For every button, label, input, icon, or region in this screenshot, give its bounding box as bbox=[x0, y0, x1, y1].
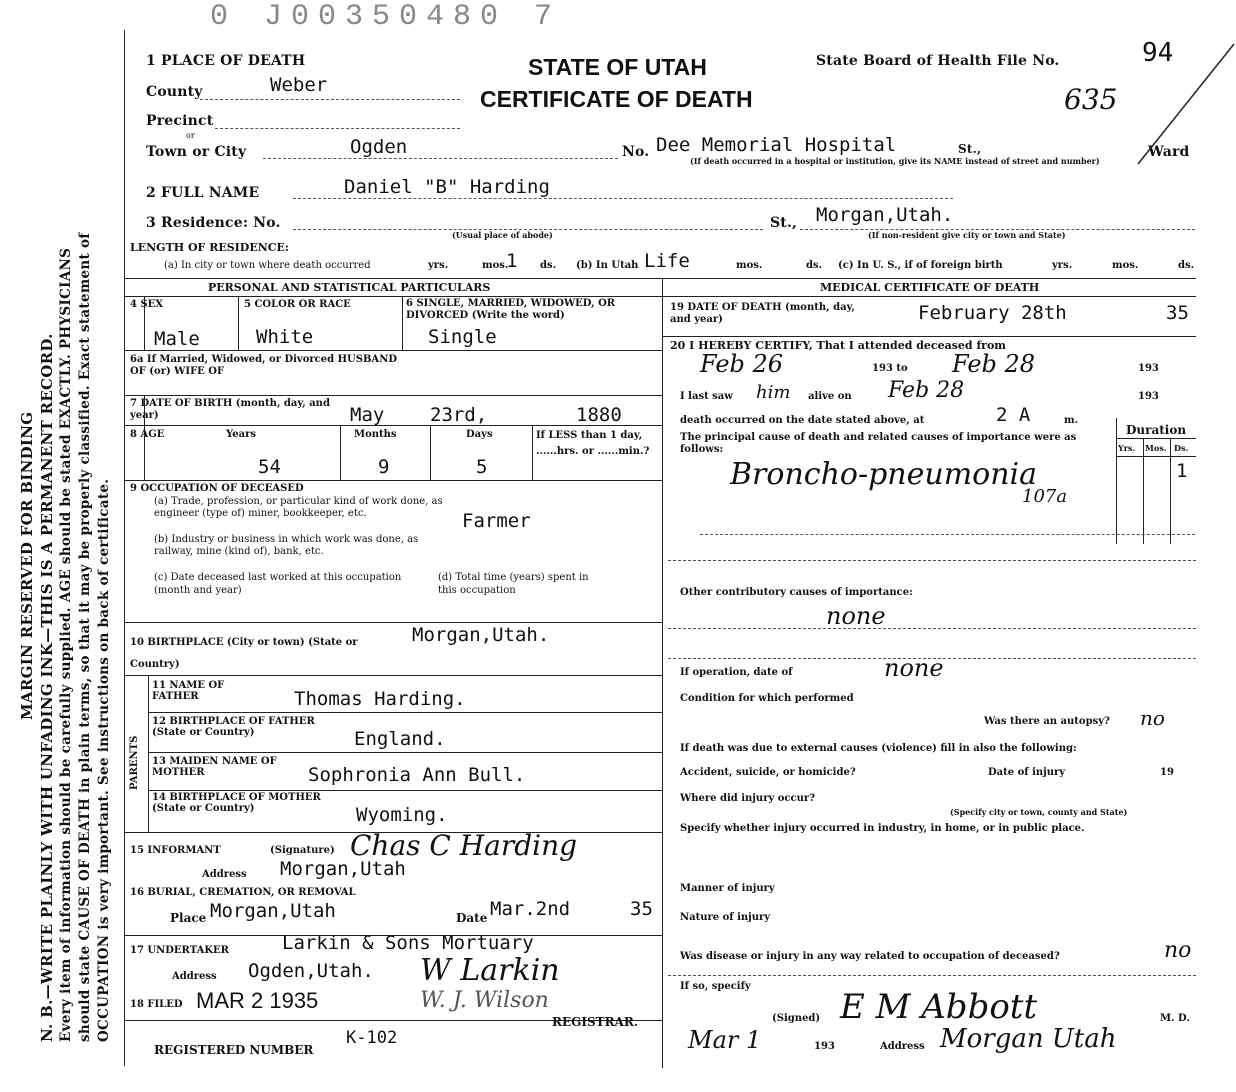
mother-name-label: 13 MAIDEN NAME OF MOTHER bbox=[152, 756, 277, 778]
age-label: 8 AGE bbox=[130, 429, 165, 440]
years-label: Years bbox=[226, 429, 257, 440]
mother-birthplace-value: Wyoming. bbox=[356, 804, 448, 826]
death-year: 35 bbox=[1166, 302, 1189, 324]
ward-label: Ward bbox=[1148, 144, 1190, 160]
row-rule bbox=[148, 790, 662, 791]
cell-rule bbox=[532, 425, 533, 480]
operation-value: none bbox=[884, 654, 944, 682]
last-saw-label: I last saw bbox=[680, 391, 733, 402]
father-name-label: 11 NAME OF FATHER bbox=[152, 680, 225, 702]
father-name-value: Thomas Harding. bbox=[294, 688, 466, 710]
length-us-ds-label: ds. bbox=[1178, 260, 1195, 271]
full-name-value: Daniel "B" Harding bbox=[344, 176, 550, 198]
parents-label: PARENTS bbox=[129, 735, 140, 790]
autopsy-label: Was there an autopsy? bbox=[984, 716, 1110, 727]
sex-label: 4 SEX bbox=[130, 299, 164, 310]
row-rule bbox=[148, 712, 662, 713]
registered-number: K-102 bbox=[346, 1028, 398, 1048]
occupation-related-value: no bbox=[1164, 938, 1192, 963]
signed-date: Mar 1 bbox=[688, 1026, 762, 1054]
fill-line bbox=[668, 628, 1196, 629]
death-occurred-label: death occurred on the date stated above, at bbox=[680, 415, 925, 426]
margin-binding-note: MARGIN RESERVED FOR BINDING bbox=[18, 411, 36, 720]
injury-setting-label: Specify whether injury occurred in industry, in home, or in public place. bbox=[680, 823, 1085, 834]
signed-label: (Signed) bbox=[772, 1013, 821, 1024]
undertaker-address: Ogden,Utah. bbox=[248, 960, 374, 982]
town-value: Ogden bbox=[350, 136, 408, 158]
registered-number-label: REGISTERED NUMBER bbox=[154, 1043, 314, 1057]
occupation-d-label: (d) Total time (years) spent in this occupation bbox=[438, 572, 589, 596]
row-rule bbox=[1116, 456, 1196, 457]
row-rule bbox=[1116, 438, 1196, 439]
autopsy-value: no bbox=[1140, 706, 1165, 730]
cell-rule bbox=[430, 425, 431, 480]
attended-to: Feb 28 bbox=[952, 350, 1036, 378]
margin-instruction-1: Every item of information should be carefully supplied. AGE should be stated EXACTLY. PHYSICIANS bbox=[58, 247, 74, 1042]
margin-instruction-2: should state CAUSE OF DEATH in plain terms, so that it may be properly classified. Exact statement of bbox=[77, 232, 93, 1042]
alive-on-date: Feb 28 bbox=[888, 378, 965, 403]
length-residence-label: LENGTH OF RESIDENCE: bbox=[130, 241, 289, 254]
death-date: February 28th bbox=[918, 302, 1067, 324]
undertaker-signature: W Larkin bbox=[420, 953, 560, 988]
residence-label: 3 Residence: No. bbox=[146, 215, 281, 231]
burial-year: 35 bbox=[630, 898, 653, 920]
external-causes-label: If death was due to external causes (violence) fill in also the following: bbox=[680, 743, 1077, 754]
burial-place: Morgan,Utah bbox=[210, 900, 336, 922]
less-than-day-label: If LESS than 1 day, ......hrs. or ......min.? bbox=[536, 430, 650, 457]
mother-birthplace-label: 14 BIRTHPLACE OF MOTHER (State or Country) bbox=[152, 792, 321, 814]
cell-rule bbox=[238, 296, 239, 350]
death-date-label: 19 DATE OF DEATH (month, day, and year) bbox=[670, 302, 855, 325]
undertaker-label: 17 UNDERTAKER bbox=[130, 945, 229, 956]
fill-line bbox=[215, 128, 460, 129]
duration-label: Duration bbox=[1126, 423, 1187, 437]
county-value: Weber bbox=[270, 74, 328, 96]
certify-label: 20 I HEREBY CERTIFY, That I attended deceased from bbox=[670, 339, 1006, 352]
nonresident-note: (If non-resident give city or town and State) bbox=[868, 230, 1066, 240]
age-months: 9 bbox=[378, 456, 390, 478]
pen-stroke bbox=[1130, 40, 1236, 170]
length-yrs-label: yrs. bbox=[428, 260, 449, 271]
occupation-related-label: Was disease or injury in any way related to occupation of deceased? bbox=[680, 951, 1060, 962]
hospital-value: Dee Memorial Hospital bbox=[656, 134, 897, 156]
street-label: St., bbox=[958, 142, 982, 156]
fill-line bbox=[700, 534, 1195, 535]
section-rule bbox=[124, 296, 1196, 297]
signed-address-label: Address bbox=[880, 1041, 925, 1052]
duration-days-label: Ds. bbox=[1174, 443, 1189, 453]
other-causes-value: none bbox=[826, 602, 886, 630]
cause-label: The principal cause of death and related causes of importance were as follows: bbox=[680, 432, 1077, 455]
occupation-label: 9 OCCUPATION OF DECEASED bbox=[130, 483, 304, 494]
days-label: Days bbox=[466, 429, 493, 440]
color-label: 5 COLOR OR RACE bbox=[244, 299, 351, 310]
death-time-m: m. bbox=[1064, 415, 1079, 426]
spouse-label: 6a If Married, Widowed, or Divorced HUSBAND OF (or) WIFE OF bbox=[130, 354, 398, 377]
md-label: M. D. bbox=[1160, 1013, 1190, 1024]
hospital-note: (If death occurred in a hospital or institution, give its NAME instead of street and number) bbox=[690, 156, 1100, 166]
fill-line bbox=[263, 158, 618, 159]
burial-date: Mar.2nd bbox=[490, 898, 571, 920]
undertaker-value: Larkin & Sons Mortuary bbox=[282, 932, 534, 954]
attended-to-label: 193 to bbox=[872, 363, 908, 374]
registrar-label: REGISTRAR. bbox=[552, 1015, 639, 1029]
cell-rule bbox=[340, 425, 341, 480]
if-so-label: If so, specify bbox=[680, 981, 751, 992]
row-rule bbox=[124, 480, 662, 481]
undertaker-address-label: Address bbox=[172, 971, 217, 982]
registrar-signature: W. J. Wilson bbox=[420, 988, 549, 1013]
occupation-value: Farmer bbox=[462, 510, 531, 532]
father-birthplace-label: 12 BIRTHPLACE OF FATHER (State or Country) bbox=[152, 716, 315, 738]
cell-rule bbox=[402, 296, 403, 350]
burial-place-label: Place bbox=[170, 911, 207, 925]
residence-value: Morgan,Utah. bbox=[816, 204, 954, 226]
length-utah-label: (b) In Utah bbox=[576, 260, 639, 271]
fill-line bbox=[200, 99, 460, 100]
condition-label: Condition for which performed bbox=[680, 693, 854, 704]
age-days: 5 bbox=[476, 456, 488, 478]
marital-label: 6 SINGLE, MARRIED, WIDOWED, OR DIVORCED (Write the word) bbox=[406, 298, 616, 321]
birth-day: 23rd, bbox=[430, 404, 488, 426]
fill-line bbox=[668, 975, 1196, 976]
fill-line bbox=[293, 198, 953, 199]
row-rule bbox=[148, 752, 662, 753]
informant-address: Morgan,Utah bbox=[280, 858, 406, 880]
mother-name-value: Sophronia Ann Bull. bbox=[308, 764, 526, 786]
row-rule bbox=[124, 622, 662, 623]
attended-year-label: 193 bbox=[1138, 363, 1159, 374]
age-years: 54 bbox=[258, 456, 281, 478]
row-rule bbox=[124, 350, 662, 351]
burial-label: 16 BURIAL, CREMATION, OR REMOVAL bbox=[130, 887, 356, 898]
margin-ink-note: N. B.—WRITE PLAINLY WITH UNFADING INK—THIS IS A PERMANENT RECORD. bbox=[38, 333, 56, 1042]
length-mos-label: mos. bbox=[482, 260, 509, 271]
length-utah-value: Life bbox=[644, 250, 690, 272]
occupation-b-label: (b) Industry or business in which work was done, as railway, mine (kind of), bank, etc. bbox=[154, 534, 419, 557]
county-label: County bbox=[146, 84, 203, 100]
length-city-label: (a) In city or town where death occurred bbox=[164, 260, 371, 271]
file-number-label: State Board of Health File No. bbox=[816, 53, 1060, 69]
length-utah-ds-label: ds. bbox=[806, 260, 823, 271]
length-us-yrs-label: yrs. bbox=[1052, 260, 1073, 271]
duration-value: 1 bbox=[1176, 460, 1188, 482]
or-label: or bbox=[186, 131, 195, 140]
physician-signature: E M Abbott bbox=[840, 987, 1038, 1027]
row-rule bbox=[662, 336, 1196, 337]
cell-rule bbox=[1170, 438, 1171, 544]
filed-date: MAR 2 1935 bbox=[196, 988, 319, 1013]
birthplace-value: Morgan,Utah. bbox=[412, 624, 550, 646]
center-divider bbox=[662, 278, 663, 1068]
duration-years-label: Yrs. bbox=[1118, 443, 1136, 453]
length-us-label: (c) In U. S., if of foreign birth bbox=[838, 260, 1003, 271]
duration-months-label: Mos. bbox=[1145, 443, 1167, 453]
medical-header: MEDICAL CERTIFICATE OF DEATH bbox=[820, 281, 1040, 294]
signed-year-label: 193 bbox=[814, 1041, 835, 1052]
informant-address-label: Address bbox=[202, 869, 247, 880]
cell-rule bbox=[148, 675, 149, 832]
signature-label: (Signature) bbox=[270, 845, 335, 856]
state-title: STATE OF UTAH bbox=[528, 54, 707, 80]
manner-label: Manner of injury bbox=[680, 883, 775, 894]
sex-value: Male bbox=[154, 328, 200, 350]
town-label: Town or City bbox=[146, 144, 247, 160]
place-of-death-label: 1 PLACE OF DEATH bbox=[146, 53, 306, 69]
marital-value: Single bbox=[428, 326, 497, 348]
cause-value: Broncho-pneumonia bbox=[730, 457, 1038, 492]
occupation-c-label: (c) Date deceased last worked at this occupation (month and year) bbox=[154, 572, 402, 596]
precinct-label: Precinct bbox=[146, 113, 214, 129]
residence-street-label: St., bbox=[770, 215, 798, 231]
nature-label: Nature of injury bbox=[680, 912, 771, 923]
accident-label: Accident, suicide, or homicide? bbox=[680, 767, 856, 778]
fill-line bbox=[668, 560, 1196, 561]
number-label: No. bbox=[622, 144, 650, 160]
burial-date-label: Date bbox=[456, 911, 488, 925]
cause-code: 107a bbox=[1022, 486, 1068, 507]
handwritten-number: 635 bbox=[1064, 83, 1118, 116]
injury-year-label: 19 bbox=[1160, 767, 1174, 778]
left-border bbox=[124, 30, 125, 1066]
length-us-mos-label: mos. bbox=[1112, 260, 1139, 271]
length-utah-mos-label: mos. bbox=[736, 260, 763, 271]
last-saw-him: him bbox=[756, 382, 791, 403]
length-ds-label: ds. bbox=[540, 260, 557, 271]
alive-year-label: 193 bbox=[1138, 391, 1159, 402]
attended-from: Feb 26 bbox=[700, 350, 784, 378]
birth-month: May bbox=[350, 404, 385, 426]
color-value: White bbox=[256, 326, 314, 348]
cell-rule bbox=[1116, 418, 1117, 544]
informant-signature: Chas C Harding bbox=[350, 829, 578, 862]
birth-year: 1880 bbox=[576, 404, 622, 426]
row-rule bbox=[124, 395, 662, 396]
injury-date-label: Date of injury bbox=[988, 767, 1066, 778]
personal-header: PERSONAL AND STATISTICAL PARTICULARS bbox=[208, 281, 491, 294]
margin-instruction-3: OCCUPATION is very important. See instructions on back of certificate. bbox=[96, 478, 112, 1042]
signed-address: Morgan Utah bbox=[940, 1024, 1117, 1054]
section-rule bbox=[124, 278, 1196, 279]
alive-on-label: alive on bbox=[808, 391, 852, 402]
operation-label: If operation, date of bbox=[680, 667, 793, 678]
informant-label: 15 INFORMANT bbox=[130, 845, 221, 856]
father-birthplace-value: England. bbox=[354, 728, 446, 750]
months-label: Months bbox=[354, 429, 397, 440]
certificate-title: CERTIFICATE OF DEATH bbox=[480, 86, 753, 112]
other-causes-label: Other contributory causes of importance: bbox=[680, 587, 913, 598]
birth-date-label: 7 DATE OF BIRTH (month, day, and year) bbox=[130, 398, 330, 421]
file-number: 94 bbox=[1142, 38, 1174, 68]
usual-abode-note: (Usual place of abode) bbox=[452, 230, 553, 240]
birthplace-label: 10 BIRTHPLACE (City or town) (State or Country) bbox=[130, 637, 358, 670]
length-mos-value: 1 bbox=[506, 250, 518, 272]
full-name-label: 2 FULL NAME bbox=[146, 185, 260, 201]
injury-place-note: (Specify city or town, county and State) bbox=[950, 807, 1128, 817]
death-time: 2 A bbox=[996, 404, 1031, 426]
serial-number: 0 J00350480 7 bbox=[210, 0, 562, 34]
occupation-a-label: (a) Trade, profession, or particular kind of work done, as engineer (type of) miner, bookkeeper, etc. bbox=[154, 496, 443, 519]
filed-label: 18 FILED bbox=[130, 999, 183, 1010]
cell-rule bbox=[1143, 438, 1144, 544]
injury-place-label: Where did injury occur? bbox=[680, 793, 816, 804]
